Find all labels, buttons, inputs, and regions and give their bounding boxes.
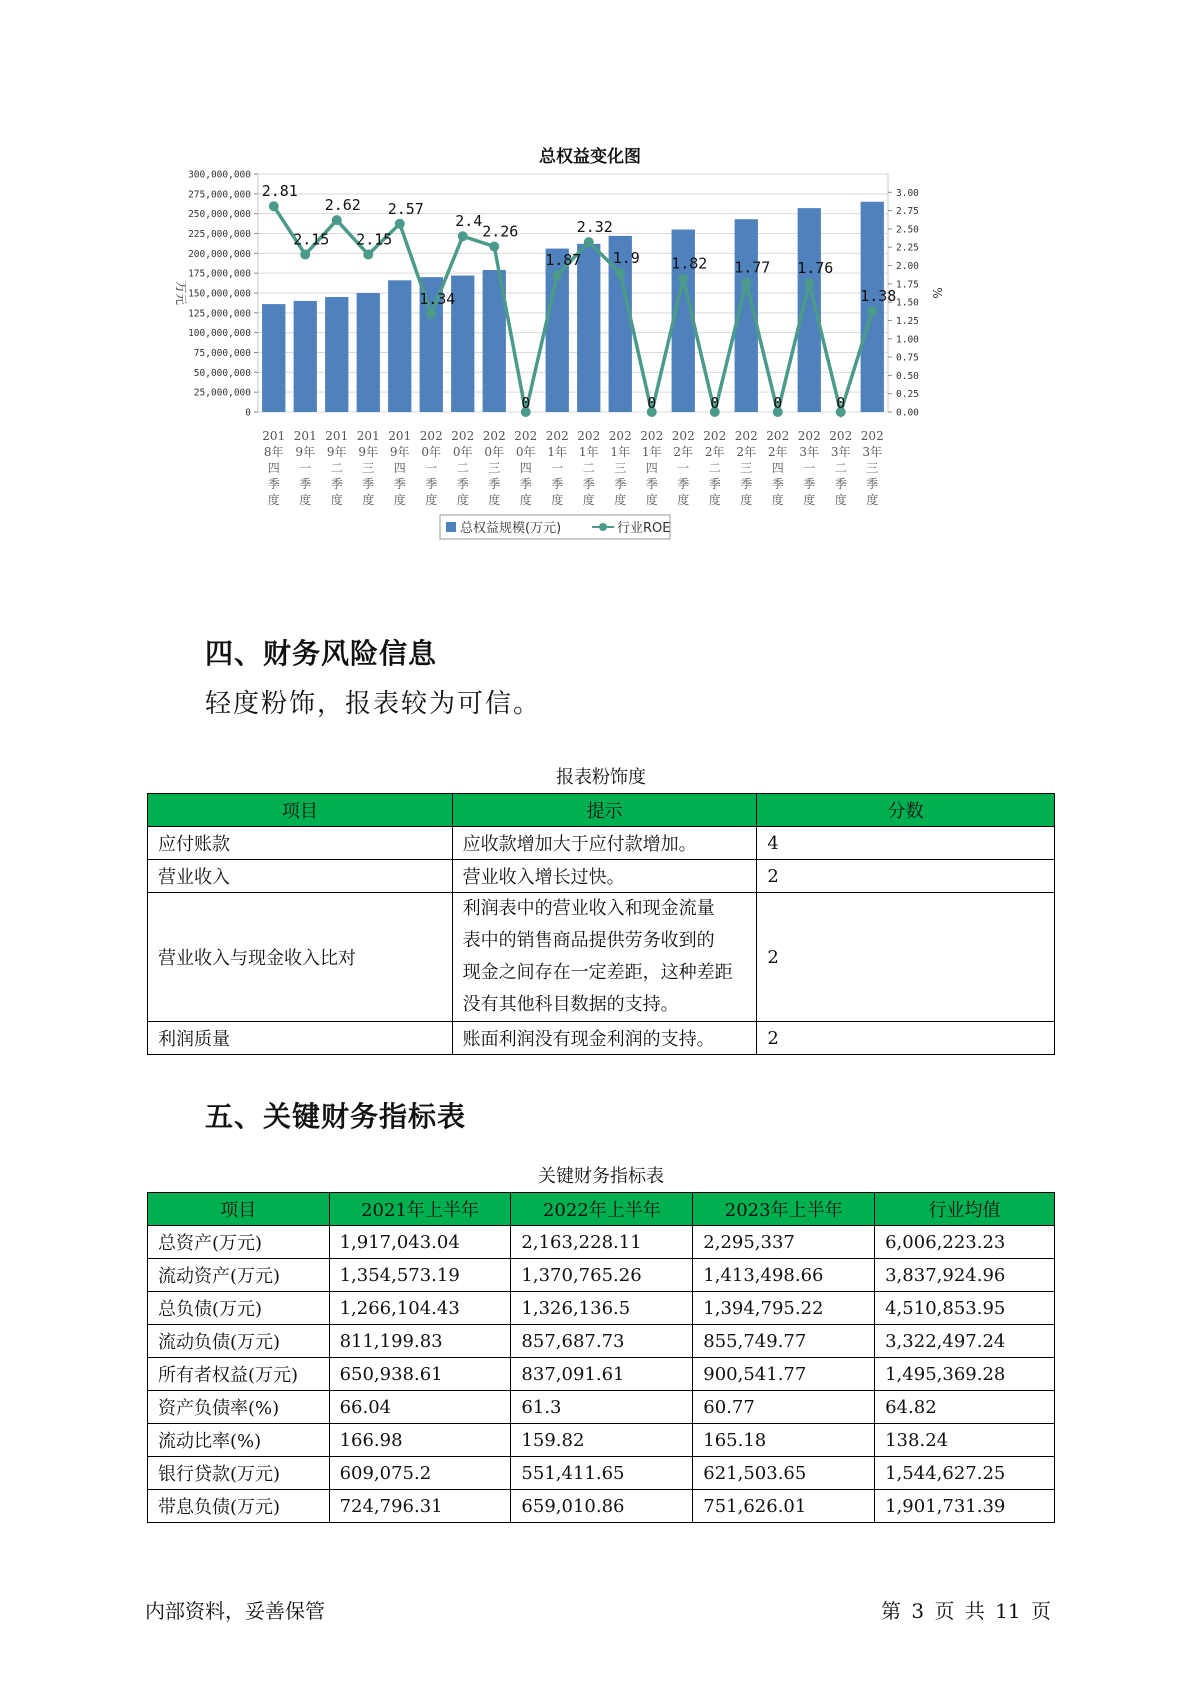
category-label: 202 <box>829 429 853 443</box>
category-label: 3年 <box>799 445 820 459</box>
right-tick-label: 0.00 <box>896 407 919 419</box>
category-label: 3年 <box>862 445 883 459</box>
table-row <box>148 860 1055 893</box>
roe-data-label: 1.87 <box>545 251 582 270</box>
category-label: 202 <box>671 429 695 443</box>
category-label: 2年 <box>767 445 788 459</box>
risk-score: 2 <box>757 860 1055 893</box>
right-tick-label: 2.75 <box>896 206 919 218</box>
metric-value: 1,394,795.22 <box>693 1292 875 1325</box>
roe-point <box>741 277 751 287</box>
table-row <box>148 893 1055 1022</box>
legend-line-label: 行业ROE <box>617 521 671 536</box>
risk-header-score: 分数 <box>757 794 1055 827</box>
chart-title: 总权益变化图 <box>539 147 641 167</box>
category-label: 202 <box>514 429 538 443</box>
category-label: 201 <box>388 429 412 443</box>
metric-value: 857,687.73 <box>511 1325 693 1358</box>
category-label: 202 <box>766 429 790 443</box>
table-row <box>148 1226 1055 1259</box>
table-row <box>148 1358 1055 1391</box>
category-label: 季 <box>582 477 595 491</box>
metric-value: 166.98 <box>329 1424 511 1457</box>
metric-value: 3,322,497.24 <box>875 1325 1055 1358</box>
footer-confidential: 内部资料，妥善保管 <box>145 1599 325 1623</box>
table-row <box>148 1424 1055 1457</box>
roe-point <box>867 306 877 316</box>
metric-name: 总资产(万元) <box>148 1226 330 1259</box>
metric-value: 659,010.86 <box>511 1490 693 1523</box>
category-label: 季 <box>708 477 721 491</box>
category-label: 1年 <box>547 445 568 459</box>
category-label: 202 <box>797 429 821 443</box>
left-tick-label: 250,000,000 <box>188 209 251 221</box>
metric-name: 流动资产(万元) <box>148 1259 330 1292</box>
risk-hint: 应收款增加大于应付款增加。 <box>452 827 757 860</box>
category-label: 201 <box>262 429 286 443</box>
category-label: 二 <box>456 461 469 475</box>
category-label: 季 <box>393 477 406 491</box>
risk-table-caption: 报表粉饰度 <box>556 767 646 788</box>
roe-data-label: 0 <box>773 394 783 412</box>
metric-value: 1,370,765.26 <box>511 1259 693 1292</box>
risk-score: 2 <box>757 893 1055 1022</box>
table-row <box>148 1022 1055 1055</box>
category-label: 2年 <box>736 445 757 459</box>
roe-data-label: 2.4 <box>455 212 483 231</box>
category-label: 201 <box>325 429 349 443</box>
metric-value: 159.82 <box>511 1424 693 1457</box>
category-label: 1年 <box>578 445 599 459</box>
roe-point <box>332 215 342 225</box>
table-row <box>148 1391 1055 1424</box>
category-label: 度 <box>488 493 501 507</box>
roe-data-label: 1.34 <box>419 289 456 308</box>
category-label: 四 <box>267 461 280 475</box>
roe-data-label: 1.9 <box>612 248 640 267</box>
category-label: 202 <box>545 429 569 443</box>
roe-data-label: 0 <box>836 394 846 412</box>
category-label: 季 <box>740 477 753 491</box>
category-label: 三 <box>488 461 501 475</box>
category-label: 度 <box>740 493 753 507</box>
metric-value: 6,006,223.23 <box>875 1226 1055 1259</box>
roe-point <box>584 237 594 247</box>
roe-point <box>552 270 562 280</box>
metric-value: 61.3 <box>511 1391 693 1424</box>
key-header-cell: 行业均值 <box>875 1193 1055 1226</box>
risk-item: 营业收入 <box>148 860 453 893</box>
metric-value: 1,495,369.28 <box>875 1358 1055 1391</box>
metric-value: 1,326,136.5 <box>511 1292 693 1325</box>
category-label: 1年 <box>641 445 662 459</box>
metric-value: 811,199.83 <box>329 1325 511 1358</box>
left-tick-label: 200,000,000 <box>188 248 251 260</box>
category-label: 季 <box>645 477 658 491</box>
category-label: 二 <box>330 461 343 475</box>
bar <box>388 280 411 412</box>
category-label: 三 <box>614 461 627 475</box>
category-label: 9年 <box>295 445 316 459</box>
roe-data-label: 2.32 <box>576 218 613 237</box>
left-tick-label: 275,000,000 <box>188 189 251 201</box>
roe-data-label: 1.82 <box>671 254 708 273</box>
left-tick-label: 100,000,000 <box>188 328 251 340</box>
roe-data-label: 1.77 <box>734 258 771 277</box>
category-label: 202 <box>608 429 632 443</box>
category-label: 度 <box>834 493 847 507</box>
roe-point <box>300 250 310 260</box>
category-label: 9年 <box>326 445 347 459</box>
table-row <box>148 1457 1055 1490</box>
category-label: 0年 <box>484 445 505 459</box>
metric-value: 650,938.61 <box>329 1358 511 1391</box>
left-tick-label: 75,000,000 <box>193 348 251 359</box>
key-header-cell: 2023年上半年 <box>693 1193 875 1226</box>
risk-item: 应付账款 <box>148 827 453 860</box>
category-label: 季 <box>551 477 564 491</box>
category-label: 9年 <box>389 445 410 459</box>
category-label: 三 <box>866 461 879 475</box>
table-row <box>148 827 1055 860</box>
key-table-caption: 关键财务指标表 <box>538 1166 664 1187</box>
roe-point <box>458 231 468 241</box>
table-row <box>148 1292 1055 1325</box>
roe-data-label: 1.76 <box>797 259 834 278</box>
category-label: 度 <box>708 493 721 507</box>
category-label: 季 <box>677 477 690 491</box>
metric-name: 流动比率(%) <box>148 1424 330 1457</box>
bar <box>325 297 348 412</box>
category-label: 二 <box>708 461 721 475</box>
key-header-cell: 项目 <box>148 1193 330 1226</box>
key-header-cell: 2021年上半年 <box>329 1193 511 1226</box>
metric-value: 1,544,627.25 <box>875 1457 1055 1490</box>
category-label: 度 <box>425 493 438 507</box>
category-label: 季 <box>456 477 469 491</box>
category-label: 度 <box>645 493 658 507</box>
category-label: 季 <box>614 477 627 491</box>
category-label: 季 <box>267 477 280 491</box>
left-tick-label: 50,000,000 <box>193 367 251 379</box>
category-label: 2年 <box>704 445 725 459</box>
roe-data-label: 0 <box>647 394 657 412</box>
metric-name: 所有者权益(万元) <box>148 1358 330 1391</box>
metric-value: 900,541.77 <box>693 1358 875 1391</box>
metric-value: 855,749.77 <box>693 1325 875 1358</box>
table-row <box>148 1259 1055 1292</box>
category-label: 度 <box>299 493 312 507</box>
category-label: 二 <box>834 461 847 475</box>
category-label: 二 <box>582 461 595 475</box>
metric-value: 64.82 <box>875 1391 1055 1424</box>
category-label: 四 <box>771 461 784 475</box>
section-4-text: 轻度粉饰，报表较为可信。 <box>205 689 542 719</box>
right-tick-label: 2.50 <box>896 224 919 236</box>
roe-point <box>269 201 279 211</box>
footer-page-number: 第 3 页 共 11 页 <box>881 1599 1051 1623</box>
table-row <box>148 1490 1055 1523</box>
category-label: 季 <box>866 477 879 491</box>
category-label: 度 <box>614 493 627 507</box>
category-label: 季 <box>362 477 375 491</box>
risk-hint: 账面利润没有现金利润的支持。 <box>452 1022 757 1055</box>
metric-name: 带息负债(万元) <box>148 1490 330 1523</box>
risk-item: 营业收入与现金收入比对 <box>148 893 453 1022</box>
category-label: 三 <box>362 461 375 475</box>
left-tick-label: 150,000,000 <box>188 288 251 300</box>
category-label: 一 <box>803 461 816 475</box>
chart-canvas <box>150 130 1030 600</box>
metric-value: 3,837,924.96 <box>875 1259 1055 1292</box>
category-label: 202 <box>860 429 884 443</box>
category-label: 202 <box>734 429 758 443</box>
category-label: 202 <box>419 429 443 443</box>
category-label: 季 <box>425 477 438 491</box>
risk-hint-line: 利润表中的营业收入和现金流量 <box>462 898 715 919</box>
right-tick-label: 1.50 <box>896 297 919 309</box>
metric-value: 609,075.2 <box>329 1457 511 1490</box>
category-label: 度 <box>677 493 690 507</box>
category-label: 度 <box>519 493 532 507</box>
risk-score: 2 <box>757 1022 1055 1055</box>
risk-item: 利润质量 <box>148 1022 453 1055</box>
section-5-heading: 五、关键财务指标表 <box>205 1100 467 1133</box>
metric-value: 4,510,853.95 <box>875 1292 1055 1325</box>
category-label: 0年 <box>421 445 442 459</box>
metric-value: 60.77 <box>693 1391 875 1424</box>
metric-value: 724,796.31 <box>329 1490 511 1523</box>
roe-data-label: 2.26 <box>482 222 519 241</box>
roe-point <box>395 219 405 229</box>
bar <box>262 304 285 412</box>
category-label: 2年 <box>673 445 694 459</box>
category-label: 度 <box>771 493 784 507</box>
roe-point <box>363 250 373 260</box>
category-label: 度 <box>582 493 595 507</box>
legend-bar-swatch <box>446 522 456 532</box>
metric-value: 837,091.61 <box>511 1358 693 1391</box>
metric-value: 751,626.01 <box>693 1490 875 1523</box>
category-label: 度 <box>456 493 469 507</box>
category-label: 季 <box>771 477 784 491</box>
key-financial-table <box>147 1192 1055 1523</box>
category-label: 三 <box>740 461 753 475</box>
section-4-heading: 四、财务风险信息 <box>205 637 438 670</box>
category-label: 8年 <box>263 445 284 459</box>
category-label: 度 <box>551 493 564 507</box>
legend-line-marker <box>599 523 607 531</box>
risk-hint-line: 没有其他科目数据的支持。 <box>462 994 679 1015</box>
metric-value: 1,354,573.19 <box>329 1259 511 1292</box>
risk-table <box>147 793 1055 1055</box>
risk-hint-line: 现金之间存在一定差距，这种差距 <box>462 962 733 983</box>
category-label: 202 <box>640 429 664 443</box>
metric-value: 66.04 <box>329 1391 511 1424</box>
category-label: 季 <box>330 477 343 491</box>
metric-value: 551,411.65 <box>511 1457 693 1490</box>
legend-bar-label: 总权益规模(万元) <box>460 521 562 536</box>
category-label: 季 <box>299 477 312 491</box>
roe-data-label: 2.62 <box>324 196 361 215</box>
right-tick-label: 1.00 <box>896 334 919 346</box>
category-label: 201 <box>356 429 380 443</box>
risk-hint <box>452 893 757 1022</box>
roe-point <box>489 241 499 251</box>
category-label: 四 <box>645 461 658 475</box>
left-tick-label: 0 <box>245 407 251 419</box>
category-label: 一 <box>299 461 312 475</box>
category-label: 季 <box>519 477 532 491</box>
metric-value: 1,917,043.04 <box>329 1226 511 1259</box>
category-label: 度 <box>803 493 816 507</box>
metric-value: 1,413,498.66 <box>693 1259 875 1292</box>
roe-data-label: 2.57 <box>387 199 424 218</box>
equity-chart <box>150 130 1030 600</box>
left-tick-label: 225,000,000 <box>188 229 251 240</box>
risk-header-hint: 提示 <box>452 794 757 827</box>
risk-hint: 营业收入增长过快。 <box>452 860 757 893</box>
right-tick-label: 1.75 <box>896 279 919 291</box>
metric-value: 138.24 <box>875 1424 1055 1457</box>
roe-point <box>615 268 625 278</box>
category-label: 一 <box>425 461 438 475</box>
category-label: 季 <box>488 477 501 491</box>
roe-data-label: 0 <box>521 394 531 412</box>
roe-data-label: 2.15 <box>356 230 393 249</box>
risk-score: 4 <box>757 827 1055 860</box>
category-label: 0年 <box>452 445 473 459</box>
metric-name: 总负债(万元) <box>148 1292 330 1325</box>
left-tick-label: 175,000,000 <box>188 268 251 280</box>
key-header-cell: 2022年上半年 <box>511 1193 693 1226</box>
category-label: 度 <box>362 493 375 507</box>
right-axis-title: % <box>930 287 944 299</box>
bar <box>357 293 380 412</box>
category-label: 202 <box>451 429 475 443</box>
metric-name: 资产负债率(%) <box>148 1391 330 1424</box>
category-label: 四 <box>519 461 532 475</box>
right-tick-label: 0.75 <box>896 352 919 364</box>
metric-value: 2,295,337 <box>693 1226 875 1259</box>
category-label: 季 <box>834 477 847 491</box>
roe-data-label: 1.38 <box>860 286 897 305</box>
category-label: 季 <box>803 477 816 491</box>
metric-value: 165.18 <box>693 1424 875 1457</box>
roe-point <box>678 274 688 284</box>
category-label: 201 <box>293 429 317 443</box>
category-label: 9年 <box>358 445 379 459</box>
category-label: 1年 <box>610 445 631 459</box>
left-tick-label: 25,000,000 <box>193 387 251 399</box>
category-label: 202 <box>703 429 727 443</box>
metric-value: 621,503.65 <box>693 1457 875 1490</box>
bar <box>294 301 317 412</box>
risk-header-item: 项目 <box>148 794 453 827</box>
roe-data-label: 2.15 <box>293 230 330 249</box>
category-label: 202 <box>577 429 601 443</box>
metric-value: 1,266,104.43 <box>329 1292 511 1325</box>
metric-value: 2,163,228.11 <box>511 1226 693 1259</box>
right-tick-label: 0.50 <box>896 370 919 382</box>
metric-name: 流动负债(万元) <box>148 1325 330 1358</box>
category-label: 一 <box>677 461 690 475</box>
left-axis-title: 万元 <box>174 280 188 306</box>
category-label: 3年 <box>830 445 851 459</box>
roe-point <box>426 309 436 319</box>
risk-hint-line: 表中的销售商品提供劳务收到的 <box>462 930 715 951</box>
metric-name: 银行贷款(万元) <box>148 1457 330 1490</box>
right-tick-label: 0.25 <box>896 389 919 401</box>
right-tick-label: 3.00 <box>896 187 919 199</box>
category-label: 0年 <box>515 445 536 459</box>
right-tick-label: 2.25 <box>896 242 919 254</box>
category-label: 度 <box>866 493 879 507</box>
table-row <box>148 1325 1055 1358</box>
metric-value: 1,901,731.39 <box>875 1490 1055 1523</box>
category-label: 度 <box>393 493 406 507</box>
left-tick-label: 300,000,000 <box>188 169 251 181</box>
roe-data-label: 0 <box>710 394 720 412</box>
left-tick-label: 125,000,000 <box>188 308 251 320</box>
category-label: 度 <box>330 493 343 507</box>
category-label: 度 <box>267 493 280 507</box>
roe-point <box>804 278 814 288</box>
category-label: 202 <box>482 429 506 443</box>
right-tick-label: 2.00 <box>896 261 919 273</box>
roe-data-label: 2.81 <box>261 182 298 201</box>
right-tick-label: 1.25 <box>896 315 919 327</box>
category-label: 四 <box>393 461 406 475</box>
category-label: 一 <box>551 461 564 475</box>
